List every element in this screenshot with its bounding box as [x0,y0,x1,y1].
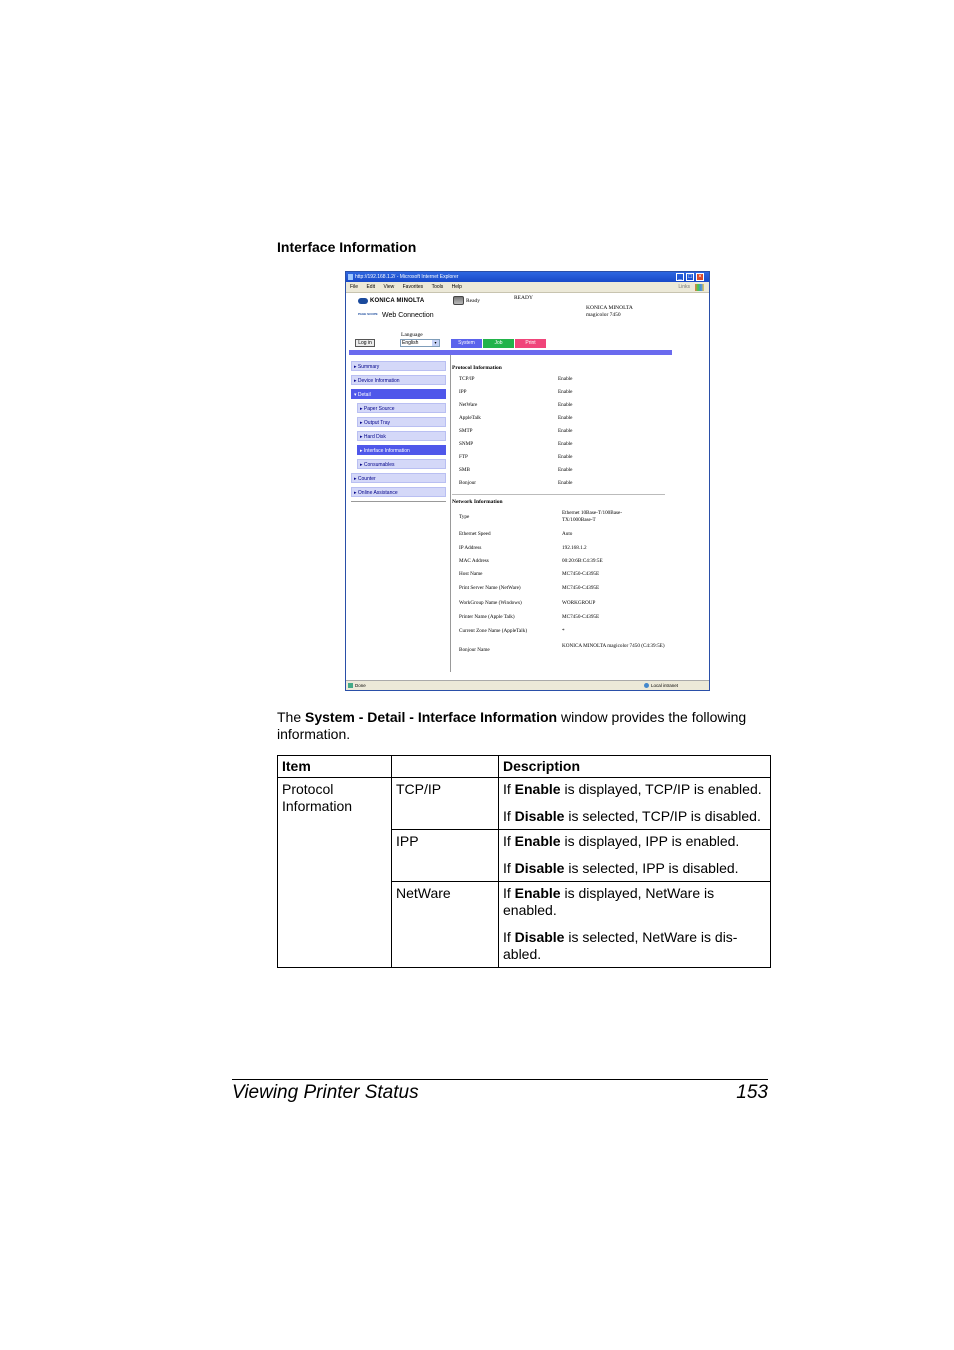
network-name: IP Address [459,545,482,551]
desc-bold: Enable [514,833,561,849]
network-name: Current Zone Name (AppleTalk) [459,628,528,634]
network-value: Ethernet 10Base-T/100Base-TX/1000Base-T [562,510,623,523]
table-row [278,778,771,830]
protocol-name: AppleTalk [459,415,481,421]
network-value: 00:20:6B:C4:39:5E [562,558,603,564]
tab-print[interactable]: Print [515,339,546,348]
login-button[interactable]: Log in [355,339,375,347]
nav-counter[interactable]: ▸ Counter [351,473,446,483]
description-cell [499,882,771,968]
menu-favorites[interactable]: Favorites [402,284,424,290]
nav-online-assistance[interactable]: ▸ Online Assistance [351,487,446,497]
network-name: Printer Name (Apple Talk) [459,614,515,620]
protocol-name: Bonjour [459,480,477,486]
protocol-value: Enable [558,402,573,408]
desc-bold: Disable [514,929,565,945]
language-label: Language [401,332,423,338]
language-select[interactable] [400,339,440,347]
protocol-value: Enable [558,376,573,382]
chevron-down-icon: ▾ [432,340,439,346]
item-cell: TCP/IP [392,778,499,830]
protocol-value: Enable [558,428,573,434]
desc-post: is displayed, NetWare is enabled. [503,885,715,918]
web-connection-title: Web Connection [382,312,434,319]
table-header-row [278,756,771,778]
protocol-name: TCP/IP [459,376,475,382]
desc-pre: If [503,860,515,876]
menu-file[interactable]: File [350,284,359,290]
nav-divider [351,501,446,502]
window-titlebar [346,272,709,282]
network-value: 192.168.1.2 [562,545,587,551]
nav-paper-source[interactable]: ▸ Paper Source [357,403,446,413]
description-cell [499,830,771,882]
protocol-value: Enable [558,454,573,460]
network-value: MC7450-C4395E [562,571,600,577]
protocol-value: Enable [558,441,573,447]
desc-bold: Disable [514,860,565,876]
links-label[interactable]: Links [678,284,690,290]
desc-pre: If [503,781,515,797]
desc-post: is selected, NetWare is dis-abled. [503,929,738,962]
desc-bold: Disable [514,808,565,824]
network-name: Print Server Name (NetWare) [459,585,521,591]
konica-logo-icon [358,298,368,304]
ie-icon [348,274,353,280]
browser-statusbar [346,680,709,690]
desc-pre: If [503,885,515,901]
nav-output-tray[interactable]: ▸ Output Tray [357,417,446,427]
protocol-name: IPP [459,389,467,395]
menu-edit[interactable]: Edit [366,284,376,290]
protocol-value: Enable [558,467,573,473]
network-heading: Network Information [452,499,503,505]
item-cell: NetWare [392,882,499,968]
network-value: MC7450-C4395E [562,585,600,591]
printer-status-icon [453,296,464,305]
group-cell: Protocol Information [278,778,392,968]
page-number: 153 [736,1082,768,1103]
network-name: Type [459,514,470,520]
info-table [277,755,771,968]
content-divider [450,355,451,672]
intro-paragraph [277,709,772,743]
network-name: Host Name [459,571,483,577]
network-value: * [562,628,565,634]
protocol-name: SMTP [459,428,473,434]
desc-post: is selected, IPP is disabled. [564,860,739,876]
network-name: Ethernet Speed [459,531,491,537]
protocol-name: FTP [459,454,468,460]
maximize-icon[interactable]: □ [686,273,694,281]
protocol-name: SNMP [459,441,474,447]
network-value: MC7450-C4395E [562,614,600,620]
network-value: KONICA MINOLTA magicolor 7450 (C4:39:5E) [562,643,665,649]
nav-summary[interactable]: ▸ Summary [351,361,446,371]
desc-post: is displayed, IPP is enabled. [560,833,740,849]
description-cell [499,778,771,830]
nav-hard-disk[interactable]: ▸ Hard Disk [357,431,446,441]
page-done-icon [348,683,353,688]
network-value: WORKGROUP [562,600,596,606]
section-title: Interface Information [277,239,417,255]
desc-post: is selected, TCP/IP is disabled. [564,808,761,824]
section-divider [452,494,665,495]
protocol-value: Enable [558,389,573,395]
intro-text-pre: The [277,709,306,725]
network-name: Bonjour Name [459,647,490,653]
network-name: WorkGroup Name (Windows) [459,600,522,606]
network-name: MAC Address [459,558,489,564]
header-description: Description [499,756,771,778]
footer-title: Viewing Printer Status [232,1082,419,1103]
header-subitem [392,756,499,778]
menu-bar [346,282,709,293]
printer-model: magicolor 7450 [586,312,621,318]
menu-view[interactable]: View [383,284,395,290]
pagescope-logo: PAGE SCOPE [358,312,378,316]
menu-tools[interactable]: Tools [431,284,444,290]
tab-job[interactable]: Job [483,339,514,348]
footer-rule [232,1079,768,1080]
nav-interface-information[interactable]: ▸ Interface Information [357,445,446,455]
device-status: READY [514,295,533,301]
desc-pre: If [503,929,515,945]
statusbar-done: Done [355,683,366,688]
tab-system[interactable]: System [451,339,482,348]
statusbar-zone: Local intranet [651,683,679,688]
desc-pre: If [503,833,515,849]
protocol-heading: Protocol Information [452,365,502,371]
nav-detail[interactable]: ▾ Detail [351,389,446,399]
item-cell: IPP [392,830,499,882]
protocol-value: Enable [558,415,573,421]
desc-post: is displayed, TCP/IP is enabled. [560,781,762,797]
brand-logo: KONICA MINOLTA [370,298,425,304]
protocol-name: SMB [459,467,470,473]
nav-consumables[interactable]: ▸ Consumables [357,459,446,469]
close-icon[interactable]: × [696,273,704,281]
header-divider-bar [349,350,672,355]
intranet-icon [644,683,649,688]
windows-logo-icon [695,284,704,291]
menu-help[interactable]: Help [451,284,462,290]
window-title: http://192.168.1.2/ - Microsoft Internet Explorer [355,274,459,280]
intro-text-post: window provides the following information. [277,709,747,742]
header-item: Item [278,756,392,778]
network-value: Auto [562,531,573,537]
printer-brand: KONICA MINOLTA [586,305,633,311]
desc-pre: If [503,808,515,824]
desc-bold: Enable [514,885,561,901]
nav-device-information[interactable]: ▸ Device Information [351,375,446,385]
protocol-value: Enable [558,480,573,486]
protocol-name: NetWare [459,402,478,408]
minimize-icon[interactable]: _ [676,273,684,281]
browser-screenshot [345,271,710,691]
status-icon-label: Ready [466,298,481,304]
desc-bold: Enable [514,781,561,797]
intro-text-bold: System - Detail - Interface Information [305,709,558,725]
language-value: English [402,340,419,346]
